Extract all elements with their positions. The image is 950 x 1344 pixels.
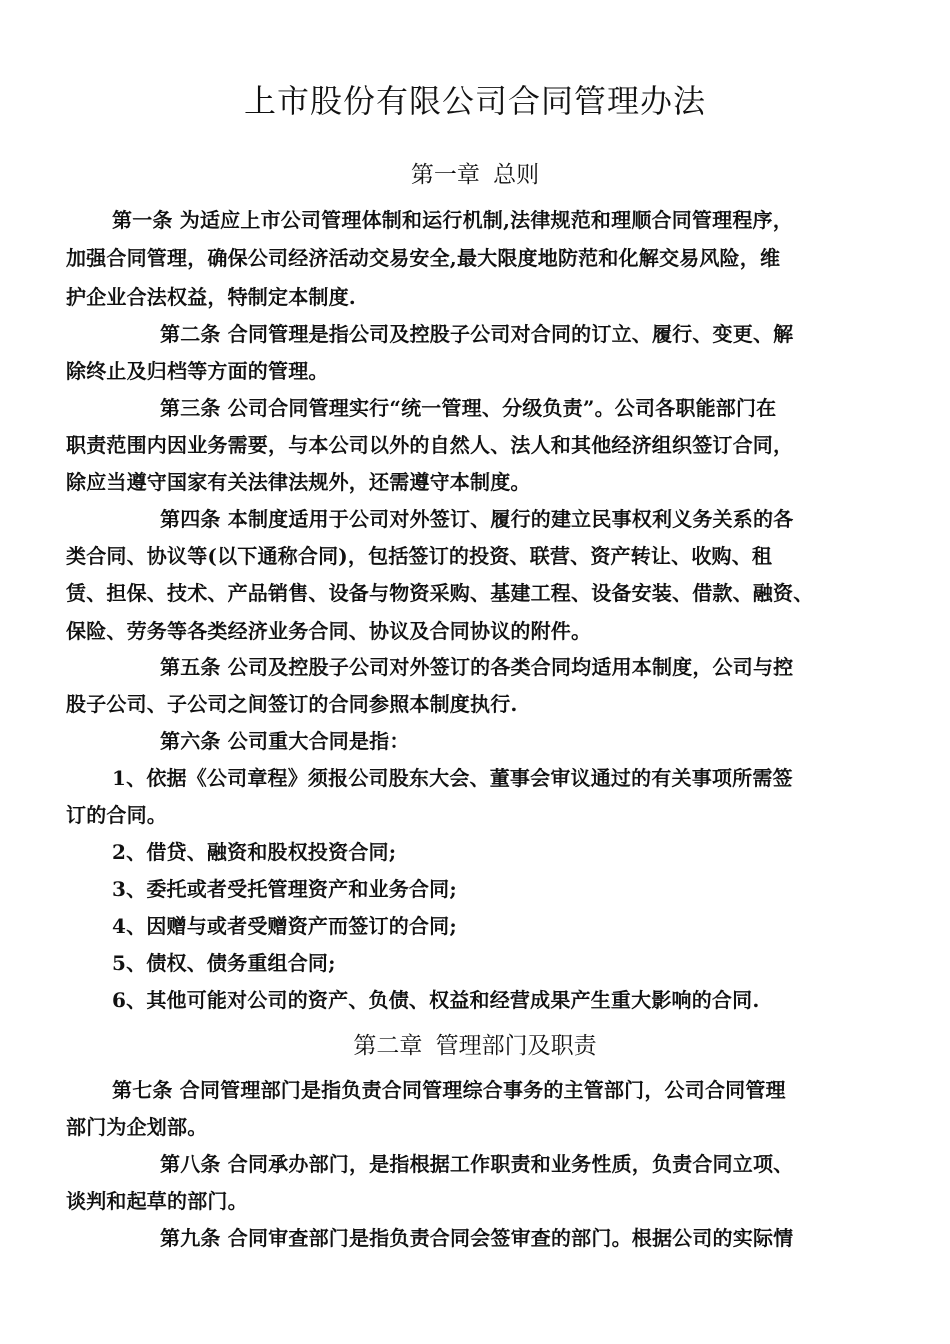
- article-4-line-4: 保险、劳务等各类经济业务合同、协议及合同协议的附件。: [66, 619, 592, 643]
- article-8-line-1: 第八条 合同承办部门，是指根据工作职责和业务性质，负责合同立项、: [160, 1152, 794, 1176]
- article-6-line-1: 第六条 公司重大合同是指：: [160, 729, 410, 753]
- article-4-line-2: 类合同、协议等(以下通称合同)，包括签订的投资、联营、资产转让、收购、租: [66, 544, 773, 568]
- document-title: 上市股份有限公司合同管理办法: [243, 82, 706, 120]
- list-item-1-line-1: 1、依据《公司章程》须报公司股东大会、董事会审议通过的有关事项所需签: [112, 766, 793, 790]
- article-4-line-1: 第四条 本制度适用于公司对外签订、履行的建立民事权利义务关系的各: [160, 507, 794, 531]
- article-8-line-2: 谈判和起草的部门。: [66, 1189, 248, 1213]
- article-1-line-2: 加强合同管理，确保公司经济活动交易安全,最大限度地防范和化解交易风险，维: [66, 246, 781, 270]
- list-item-5: 5、债权、债务重组合同;: [112, 951, 336, 975]
- list-item-1-line-2: 订的合同。: [66, 803, 167, 827]
- article-1-line-3: 护企业合法权益，特制定本制度.: [66, 285, 356, 309]
- article-7-line-1: 第七条 合同管理部门是指负责合同管理综合事务的主管部门，公司合同管理: [112, 1078, 786, 1102]
- article-2-line-1: 第二条 合同管理是指公司及控股子公司对合同的订立、履行、变更、解: [160, 322, 794, 346]
- article-7-line-2: 部门为企划部。: [66, 1115, 208, 1139]
- list-item-2: 2、借贷、融资和股权投资合同;: [112, 840, 397, 864]
- list-item-3: 3、委托或者受托管理资产和业务合同;: [112, 877, 457, 901]
- list-item-4: 4、因赠与或者受赠资产而签订的合同;: [112, 914, 457, 938]
- article-1-line-1: 第一条 为适应上市公司管理体制和运行机制,法律规范和理顺合同管理程序，: [112, 208, 793, 232]
- article-9-line-1: 第九条 合同审查部门是指负责合同会签审查的部门。根据公司的实际情: [160, 1226, 794, 1250]
- article-3-line-3: 除应当遵守国家有关法律法规外，还需遵守本制度。: [66, 470, 531, 494]
- article-5-line-1: 第五条 公司及控股子公司对外签订的各类合同均适用本制度，公司与控: [160, 655, 794, 679]
- article-5-line-2: 股子公司、子公司之间签订的合同参照本制度执行.: [66, 692, 518, 716]
- chapter-heading-2: 第二章 管理部门及职责: [353, 1033, 597, 1059]
- list-item-6: 6、其他可能对公司的资产、负债、权益和经营成果产生重大影响的合同.: [112, 988, 760, 1012]
- article-3-line-1: 第三条 公司合同管理实行“统一管理、分级负责”。公司各职能部门在: [160, 396, 777, 420]
- article-4-line-3: 赁、担保、技术、产品销售、设备与物资采购、基建工程、设备安装、借款、融资、: [66, 581, 814, 605]
- article-2-line-2: 除终止及归档等方面的管理。: [66, 359, 329, 383]
- article-3-line-2: 职责范围内因业务需要，与本公司以外的自然人、法人和其他经济组织签订合同，: [66, 433, 794, 457]
- chapter-heading-1: 第一章 总则: [410, 162, 540, 188]
